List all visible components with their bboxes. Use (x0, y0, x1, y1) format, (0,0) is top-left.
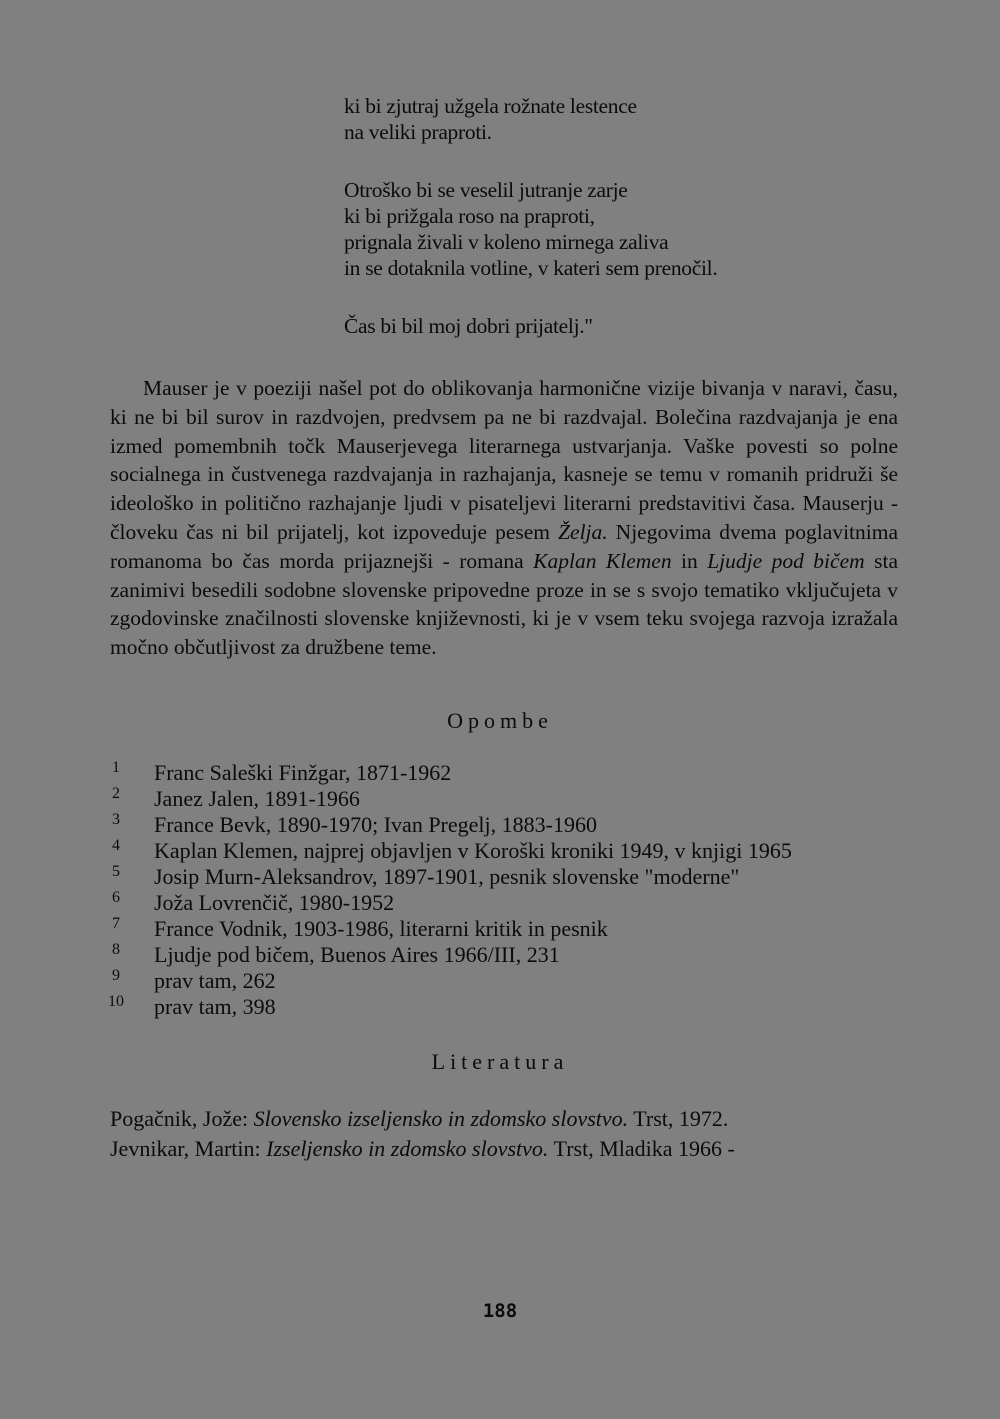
note-number: 8 (112, 941, 120, 958)
poem-stanza (344, 93, 904, 145)
note-item (100, 968, 920, 994)
body-text-segment: Njegovima dvema poglavitnima romanoma bo čas morda prijaznejši - romana (110, 519, 899, 573)
work-title: Želja. (558, 519, 608, 544)
poem-line: in se dotaknila votline, v kateri sem prenočil. (344, 256, 718, 280)
note-item (100, 942, 920, 968)
lit-author: Pogačnik, Jože: (110, 1106, 254, 1131)
note-text: Joža Lovrenčič, 1980-1952 (154, 890, 395, 915)
poem-line: Čas bi bil moj dobri prijatelj." (344, 314, 593, 338)
poem-excerpt (344, 93, 904, 371)
lit-author: Jevnikar, Martin: (110, 1136, 267, 1161)
notes-list (100, 760, 920, 1020)
lit-title: Slovensko izseljensko in zdomsko slovstvo. (253, 1106, 629, 1131)
note-item (100, 812, 920, 838)
note-number: 3 (112, 811, 120, 828)
lit-publication: Trst, Mladika 1966 - (548, 1136, 735, 1161)
note-number: 7 (112, 915, 120, 932)
note-item (100, 786, 920, 812)
literature-entry (110, 1104, 910, 1134)
poem-line: ki bi zjutraj užgela rožnate lestence (344, 94, 637, 118)
body-paragraph (110, 374, 898, 662)
poem-line: prignala živali v koleno mirnega zaliva (344, 230, 669, 254)
lit-publication: Trst, 1972. (628, 1106, 729, 1131)
notes-heading: Opombe (447, 708, 553, 733)
literature-heading: Literatura (431, 1049, 569, 1074)
note-number: 2 (112, 785, 120, 802)
note-number: 4 (112, 837, 120, 854)
literature-entry (110, 1134, 910, 1164)
page-number: 188 (482, 1300, 518, 1322)
note-item (100, 760, 920, 786)
note-item (100, 994, 920, 1020)
work-title: Kaplan Klemen (533, 548, 672, 573)
note-text: Kaplan Klemen, najprej objavljen v Koroški kroniki 1949, v knjigi 1965 (154, 838, 792, 863)
body-text-segment: sta zanimivi besedili sodobne slovenske pripovedne proze in se s svojo tematiko vključujeta v zgodovinske značilnosti slovenske književnosti, ki je v vsem teku svojega razvoja izražala močno občutljivost za družbene teme. (110, 548, 898, 660)
note-number: 5 (112, 863, 120, 880)
note-item (100, 916, 920, 942)
note-number: 6 (112, 889, 120, 906)
poem-line: na veliki praproti. (344, 120, 492, 144)
work-title: Ljudje pod bičem (707, 548, 865, 573)
note-number: 9 (112, 967, 120, 984)
lit-title: Izseljensko in zdomsko slovstvo. (266, 1136, 549, 1161)
note-item (100, 864, 920, 890)
note-item (100, 838, 920, 864)
note-text: France Vodnik, 1903-1986, literarni kritik in pesnik (154, 916, 608, 941)
note-text: France Bevk, 1890-1970; Ivan Pregelj, 1883-1960 (154, 812, 597, 837)
note-number: 1 (112, 759, 120, 776)
poem-line: ki bi prižgala roso na praproti, (344, 204, 595, 228)
note-text: prav tam, 262 (154, 968, 276, 993)
poem-stanza (344, 177, 904, 281)
note-number: 10 (108, 993, 124, 1010)
note-text: Josip Murn-Aleksandrov, 1897-1901, pesnik slovenske "moderne" (154, 864, 740, 889)
poem-line: Otroško bi se veselil jutranje zarje (344, 178, 628, 202)
note-item (100, 890, 920, 916)
literature-list (110, 1104, 910, 1164)
note-text: Franc Saleški Finžgar, 1871-1962 (154, 760, 452, 785)
body-text-segment: in (671, 548, 708, 573)
note-text: prav tam, 398 (154, 994, 276, 1019)
note-text: Ljudje pod bičem, Buenos Aires 1966/III, 231 (154, 942, 560, 967)
body-text-segment: Mauser je v poeziji našel pot do oblikovanja harmonične vizije bivanja v naravi, času, ki ne bi bil surov in razdvojen, predvsem pa ne bi razdvajal. Bolečina razdvajanja je ena izmed pomembnih točk Mauserjevega literarnega ustvarjanja. Vaške povesti so polne socialnega in čustvenega razdvajanja in razhajanja, kasneje se temu v romanih pridruži še ideološko in politično razhajanje ljudi v pisateljevi literarni predstavitivi časa. Mauserju - človeku čas ni bil prijatelj, kot izpoveduje pesem (110, 376, 898, 544)
poem-stanza (344, 313, 904, 339)
note-text: Janez Jalen, 1891-1966 (154, 786, 360, 811)
